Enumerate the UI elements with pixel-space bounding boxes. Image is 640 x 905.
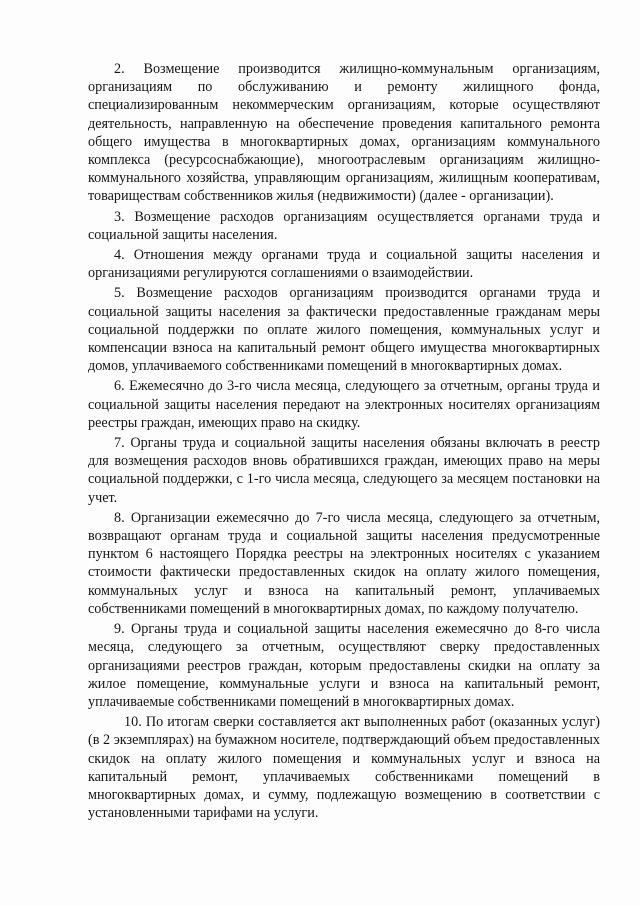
paragraph-8: 8. Организации ежемесячно до 7-го числа месяца, следующего за отчетным, возвращают органам труда и социальной защиты населения предусмотренные пунктом 6 настоящего Порядка реестры на электронных носителях с указанием стоимости фактически предоставленных скидок на оплату жилого помещения, коммунальных услуг и взноса на капитальный ремонт, уплачиваемых собственниками помещений в многоквартирных домах, по каждому получателю. <box>88 509 600 617</box>
paragraph-5: 5. Возмещение расходов организациям производится органами труда и социальной защиты населения за фактически предоставленные гражданам меры социальной поддержки по оплате жилого помещения, коммунальных услуг и компенсации взноса на капитальный ремонт общего имущества многоквартирных домов, уплачиваемого собственниками помещений в многоквартирных домах. <box>88 285 600 375</box>
paragraph-7: 7. Органы труда и социальной защиты населения обязаны включать в реестр для возмещения расходов вновь обратившихся граждан, имеющих право на меры социальной поддержки, с 1-го числа месяца, следующего за месяцем постановки на учет. <box>88 435 600 506</box>
paragraph-3: 3. Возмещение расходов организациям осуществляется органами труда и социальной защиты населения. <box>88 208 600 243</box>
paragraph-9: 9. Органы труда и социальной защиты населения ежемесячно до 8-го числа месяца, следующего за отчетным, осуществляют сверку предоставленных организациями реестров граждан, которым предоставлены скидки на оплату за жилое помещение, коммунальные услуги и взноса на капитальный ремонт, уплачиваемые собственниками помещений в многоквартирных домах. <box>88 621 600 710</box>
paragraph-6: 6. Ежемесячно до 3-го числа месяца, следующего за отчетным, органы труда и социальной защиты населения передают на электронных носителях организациям реестры граждан, имеющих право на скидку. <box>88 378 600 431</box>
paragraph-4: 4. Отношения между органами труда и социальной защиты населения и организациями регулируются соглашениями о взаимодействии. <box>88 247 600 282</box>
paragraph-10: 10. По итогам сверки составляется акт выполненных работ (оказанных услуг) (в 2 экземплярах) на бумажном носителе, подтверждающий объем предоставленных скидок на оплату жилого помещения и коммунальных услуг и взноса на капитальный ремонт, уплачиваемых собственниками помещений в многоквартирных домах, и сумму, подлежащую возмещению в соответствии с установленными тарифами на услуги. <box>88 714 600 822</box>
document-body <box>88 60 600 824</box>
paragraph-2: 2. Возмещение производится жилищно-коммунальным организациям, организациям по обслуживанию и ремонту жилищного фонда, специализированным некоммерческим организациям, которые осуществляют деятельность, направленную на обеспечение проведения капитального ремонта общего имущества в многоквартирных домах, организациям коммунального комплекса (ресурсоснабжающие), многоотраслевым организациям жилищно-коммунального хозяйства, управляющим организациям, жилищным кооперативам, товариществам собственников жилья (недвижимости) (далее - организации). <box>88 61 600 205</box>
